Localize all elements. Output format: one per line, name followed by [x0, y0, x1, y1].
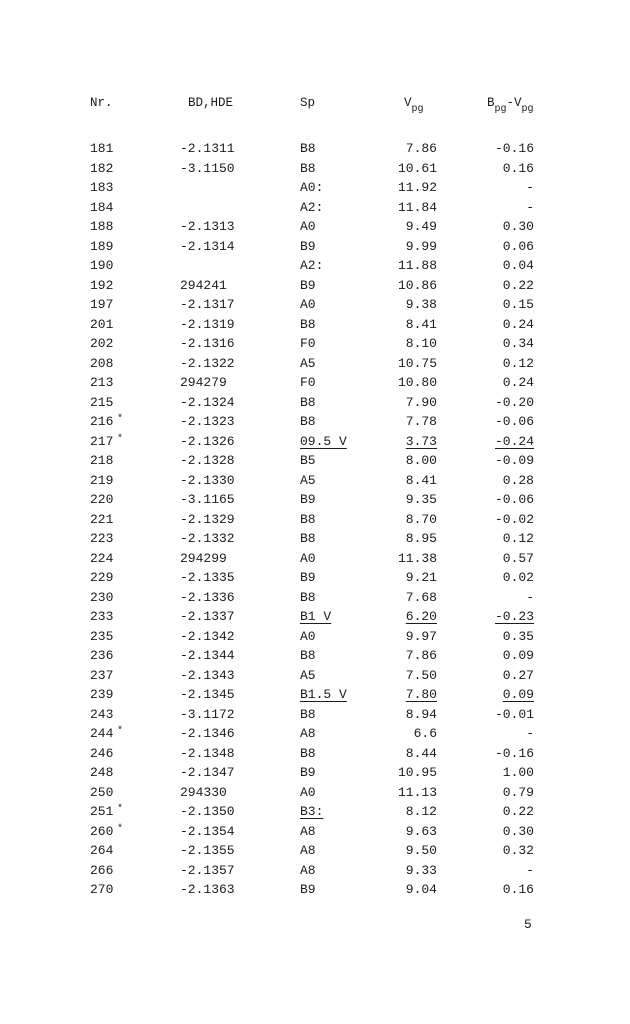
table-row [0, 473, 630, 493]
star-number: 215 [90, 394, 114, 410]
spectral-type: A5 [300, 355, 316, 371]
table-row [0, 687, 630, 707]
spectral-type: F0 [300, 375, 316, 390]
color-index: 0.09 [502, 648, 534, 663]
v-magnitude: 9.49 [405, 219, 437, 234]
color-index: - [526, 180, 534, 195]
bd-hde-id: -2.1346 [180, 726, 235, 741]
color-index: -0.20 [494, 394, 534, 410]
v-magnitude: 8.41 [405, 472, 437, 488]
star-number: 224 [90, 550, 114, 566]
bd-hde-id: 294241 [180, 277, 227, 293]
color-index: -0.16 [494, 745, 534, 761]
bd-hde-id: -2.1357 [180, 862, 235, 878]
color-index: 0.09 [502, 687, 534, 702]
star-number: 202 [90, 336, 114, 351]
star-number: 181 [90, 141, 114, 156]
v-magnitude: 7.78 [405, 414, 437, 429]
star-number: 248 [90, 765, 114, 780]
v-magnitude: 8.95 [405, 531, 437, 546]
v-magnitude: 10.80 [397, 375, 437, 390]
spectral-type: A8 [300, 862, 316, 878]
color-index: 0.24 [502, 316, 534, 332]
spectral-type: A0 [300, 628, 316, 644]
spectral-type: A0 [300, 784, 316, 800]
v-magnitude: 9.63 [405, 823, 437, 839]
table-row [0, 492, 630, 512]
v-magnitude: 8.44 [405, 745, 437, 761]
table-row [0, 726, 630, 746]
v-magnitude: 11.84 [397, 199, 437, 215]
table-row [0, 297, 630, 317]
color-index: 0.24 [502, 375, 534, 390]
spectral-type: B8 [300, 141, 316, 156]
header-nr: Nr. [90, 96, 113, 110]
star-number: 266 [90, 862, 114, 878]
table-row [0, 180, 630, 200]
table-row [0, 141, 630, 161]
table-row [0, 609, 630, 629]
color-index: 0.02 [502, 570, 534, 585]
bd-hde-id: -2.1337 [180, 609, 235, 624]
bd-hde-id: -2.1332 [180, 531, 235, 546]
footnote-asterisk: * [117, 726, 124, 737]
star-number: 223 [90, 531, 114, 546]
color-index: - [526, 862, 534, 878]
header-bd-hde: BD,HDE [188, 96, 234, 110]
color-index: -0.24 [494, 433, 534, 449]
v-magnitude: 9.35 [405, 492, 437, 507]
color-index: -0.16 [494, 141, 534, 156]
table-row [0, 863, 630, 883]
color-index: 0.30 [502, 823, 534, 839]
star-number: 235 [90, 628, 114, 644]
bd-hde-id: -3.1172 [180, 706, 235, 722]
spectral-type: B3: [300, 804, 324, 819]
bd-hde-id: -2.1313 [180, 219, 235, 234]
v-magnitude: 3.73 [405, 433, 437, 449]
bd-hde-id: -2.1319 [180, 316, 235, 332]
v-magnitude: 7.86 [405, 648, 437, 663]
v-magnitude: 10.61 [397, 160, 437, 176]
spectral-type: B9 [300, 238, 316, 254]
table-row [0, 765, 630, 785]
bd-hde-id: -3.1150 [180, 160, 235, 176]
v-magnitude: 8.94 [405, 706, 437, 722]
color-index: 0.22 [502, 804, 534, 819]
v-magnitude: 9.04 [405, 882, 437, 897]
bd-hde-id: -2.1317 [180, 297, 235, 312]
spectral-type: A5 [300, 472, 316, 488]
table-row [0, 161, 630, 181]
bd-hde-id: -3.1165 [180, 492, 235, 507]
table-row [0, 512, 630, 532]
spectral-type: B8 [300, 745, 316, 761]
color-index: 0.15 [502, 297, 534, 312]
footnote-asterisk: * [117, 414, 124, 425]
v-magnitude: 11.88 [397, 258, 437, 273]
spectral-type: B8 [300, 511, 316, 527]
star-number: 201 [90, 316, 114, 332]
spectral-type: B8 [300, 394, 316, 410]
v-magnitude: 6.6 [413, 726, 437, 741]
color-index: 0.79 [502, 784, 534, 800]
v-magnitude: 8.41 [405, 316, 437, 332]
star-number: 250 [90, 784, 114, 800]
star-number: 233 [90, 609, 114, 624]
page-number: 5 [524, 917, 532, 932]
spectral-type: B9 [300, 882, 316, 897]
v-magnitude: 7.80 [405, 687, 437, 702]
spectral-type: B8 [300, 414, 316, 429]
v-magnitude: 9.38 [405, 297, 437, 312]
star-number: 190 [90, 258, 114, 273]
star-number: 264 [90, 843, 114, 858]
table-row [0, 375, 630, 395]
table-row [0, 551, 630, 571]
bd-hde-id: 294279 [180, 375, 227, 390]
star-number: 243 [90, 706, 114, 722]
star-number: 220 [90, 492, 114, 507]
v-magnitude: 10.95 [397, 765, 437, 780]
header-bpg-b: B [487, 96, 495, 110]
star-number: 260 [90, 823, 114, 839]
table-row [0, 707, 630, 727]
table-row [0, 648, 630, 668]
bd-hde-id: -2.1324 [180, 394, 235, 410]
v-magnitude: 7.68 [405, 589, 437, 605]
table-row [0, 434, 630, 454]
header-bpg-sub: pg [494, 104, 507, 115]
v-magnitude: 7.90 [405, 394, 437, 410]
color-index: 0.34 [502, 336, 534, 351]
v-magnitude: 8.12 [405, 804, 437, 819]
table-row [0, 278, 630, 298]
table-row [0, 531, 630, 551]
color-index: 0.22 [502, 277, 534, 293]
table-row [0, 395, 630, 415]
header-color-index [487, 96, 534, 115]
star-number: 218 [90, 453, 114, 468]
star-number: 244 [90, 726, 114, 741]
header-vpg-v: V [404, 96, 412, 110]
spectral-type: A2: [300, 258, 324, 273]
spectral-type: B8 [300, 316, 316, 332]
table-row [0, 746, 630, 766]
bd-hde-id: -2.1348 [180, 745, 235, 761]
table-row [0, 570, 630, 590]
bd-hde-id: -2.1347 [180, 765, 235, 780]
table-row [0, 258, 630, 278]
color-index: -0.06 [494, 414, 534, 429]
table-row [0, 200, 630, 220]
color-index: 0.30 [502, 219, 534, 234]
v-magnitude: 9.21 [405, 570, 437, 585]
star-number: 182 [90, 160, 114, 176]
star-number: 208 [90, 355, 114, 371]
color-index: 0.28 [502, 472, 534, 488]
table-row [0, 453, 630, 473]
v-magnitude: 10.86 [397, 277, 437, 293]
spectral-type: A0 [300, 550, 316, 566]
footnote-asterisk: * [117, 804, 124, 815]
bd-hde-id: -2.1344 [180, 648, 235, 663]
color-index: - [526, 726, 534, 741]
star-number: 229 [90, 570, 114, 585]
color-index: -0.23 [494, 609, 534, 624]
header-sp: Sp [300, 96, 316, 110]
spectral-type: F0 [300, 336, 316, 351]
spectral-type: A8 [300, 726, 316, 741]
spectral-type: B9 [300, 570, 316, 585]
v-magnitude: 7.50 [405, 667, 437, 683]
table-row [0, 629, 630, 649]
bd-hde-id: -2.1316 [180, 336, 235, 351]
star-table [0, 141, 630, 902]
spectral-type: A0 [300, 297, 316, 312]
table-row [0, 239, 630, 259]
bd-hde-id: -2.1335 [180, 570, 235, 585]
color-index: 1.00 [502, 765, 534, 780]
spectral-type: A0 [300, 219, 316, 234]
table-row [0, 824, 630, 844]
color-index: 0.32 [502, 843, 534, 858]
bd-hde-id: -2.1323 [180, 414, 235, 429]
spectral-type: B8 [300, 160, 316, 176]
footnote-asterisk: * [117, 433, 124, 445]
spectral-type: B8 [300, 706, 316, 722]
bd-hde-id: -2.1343 [180, 667, 235, 683]
color-index: -0.09 [494, 453, 534, 468]
spectral-type: B8 [300, 531, 316, 546]
header-vpg-sub: pg [411, 104, 424, 115]
color-index: 0.16 [502, 882, 534, 897]
spectral-type: A0: [300, 180, 324, 195]
bd-hde-id: -2.1342 [180, 628, 235, 644]
star-number: 230 [90, 589, 114, 605]
spectral-type: B1.5 V [300, 687, 347, 702]
star-number: 197 [90, 297, 114, 312]
star-number: 189 [90, 238, 114, 254]
color-index: 0.35 [502, 628, 534, 644]
star-number: 237 [90, 667, 114, 683]
spectral-type: B8 [300, 589, 316, 605]
v-magnitude: 9.97 [405, 628, 437, 644]
table-row [0, 590, 630, 610]
star-number: 213 [90, 375, 114, 390]
header-vpg-sub2: pg [521, 104, 534, 115]
v-magnitude: 9.50 [405, 843, 437, 858]
star-number: 183 [90, 180, 114, 195]
table-row [0, 785, 630, 805]
table-row [0, 317, 630, 337]
star-number: 251 [90, 804, 114, 819]
bd-hde-id: -2.1354 [180, 823, 235, 839]
spectral-type: A8 [300, 843, 316, 858]
v-magnitude: 8.00 [405, 453, 437, 468]
star-number: 236 [90, 648, 114, 663]
bd-hde-id: -2.1311 [180, 141, 235, 156]
v-magnitude: 7.86 [405, 141, 437, 156]
bd-hde-id: -2.1329 [180, 511, 235, 527]
v-magnitude: 11.13 [397, 784, 437, 800]
spectral-type: A8 [300, 823, 316, 839]
spectral-type: A5 [300, 667, 316, 683]
color-index: 0.57 [502, 550, 534, 566]
bd-hde-id: -2.1322 [180, 355, 235, 371]
color-index: 0.04 [502, 258, 534, 273]
table-row [0, 219, 630, 239]
table-row [0, 336, 630, 356]
star-number: 192 [90, 277, 114, 293]
color-index: -0.06 [494, 492, 534, 507]
v-magnitude: 8.70 [405, 511, 437, 527]
color-index: - [526, 199, 534, 215]
bd-hde-id: -2.1336 [180, 589, 235, 605]
color-index: -0.01 [494, 706, 534, 722]
bd-hde-id: -2.1314 [180, 238, 235, 254]
star-number: 221 [90, 511, 114, 527]
table-row [0, 843, 630, 863]
v-magnitude: 11.92 [397, 180, 437, 195]
color-index: 0.12 [502, 531, 534, 546]
table-row [0, 668, 630, 688]
v-magnitude: 8.10 [405, 336, 437, 351]
bd-hde-id: -2.1355 [180, 843, 235, 858]
header-minus-v: -V [506, 96, 522, 110]
spectral-type: 09.5 V [300, 433, 347, 449]
bd-hde-id: -2.1330 [180, 472, 235, 488]
star-number: 184 [90, 199, 114, 215]
spectral-type: B9 [300, 277, 316, 293]
v-magnitude: 11.38 [397, 550, 437, 566]
star-number: 217 [90, 433, 114, 449]
spectral-type: B9 [300, 492, 316, 507]
table-row [0, 414, 630, 434]
color-index: -0.02 [494, 511, 534, 527]
bd-hde-id: -2.1345 [180, 687, 235, 702]
v-magnitude: 9.99 [405, 238, 437, 254]
bd-hde-id: 294299 [180, 550, 227, 566]
spectral-type: B5 [300, 453, 316, 468]
star-number: 216 [90, 414, 114, 429]
bd-hde-id: -2.1326 [180, 433, 235, 449]
bd-hde-id: -2.1350 [180, 804, 235, 819]
color-index: 0.16 [502, 160, 534, 176]
footnote-asterisk: * [117, 823, 124, 835]
v-magnitude: 9.33 [405, 862, 437, 878]
star-number: 239 [90, 687, 114, 702]
spectral-type: B8 [300, 648, 316, 663]
spectral-type: B1 V [300, 609, 332, 624]
spectral-type: B9 [300, 765, 316, 780]
star-number: 188 [90, 219, 114, 234]
star-number: 246 [90, 745, 114, 761]
color-index: - [526, 589, 534, 605]
table-row [0, 804, 630, 824]
color-index: 0.06 [502, 238, 534, 254]
color-index: 0.27 [502, 667, 534, 683]
table-row [0, 356, 630, 376]
bd-hde-id: -2.1328 [180, 453, 235, 468]
color-index: 0.12 [502, 355, 534, 371]
bd-hde-id: -2.1363 [180, 882, 235, 897]
v-magnitude: 10.75 [397, 355, 437, 371]
spectral-type: A2: [300, 199, 324, 215]
bd-hde-id: 294330 [180, 784, 227, 800]
v-magnitude: 6.20 [405, 609, 437, 624]
table-row [0, 882, 630, 902]
star-number: 270 [90, 882, 114, 897]
header-vpg [404, 96, 424, 115]
star-number: 219 [90, 472, 114, 488]
